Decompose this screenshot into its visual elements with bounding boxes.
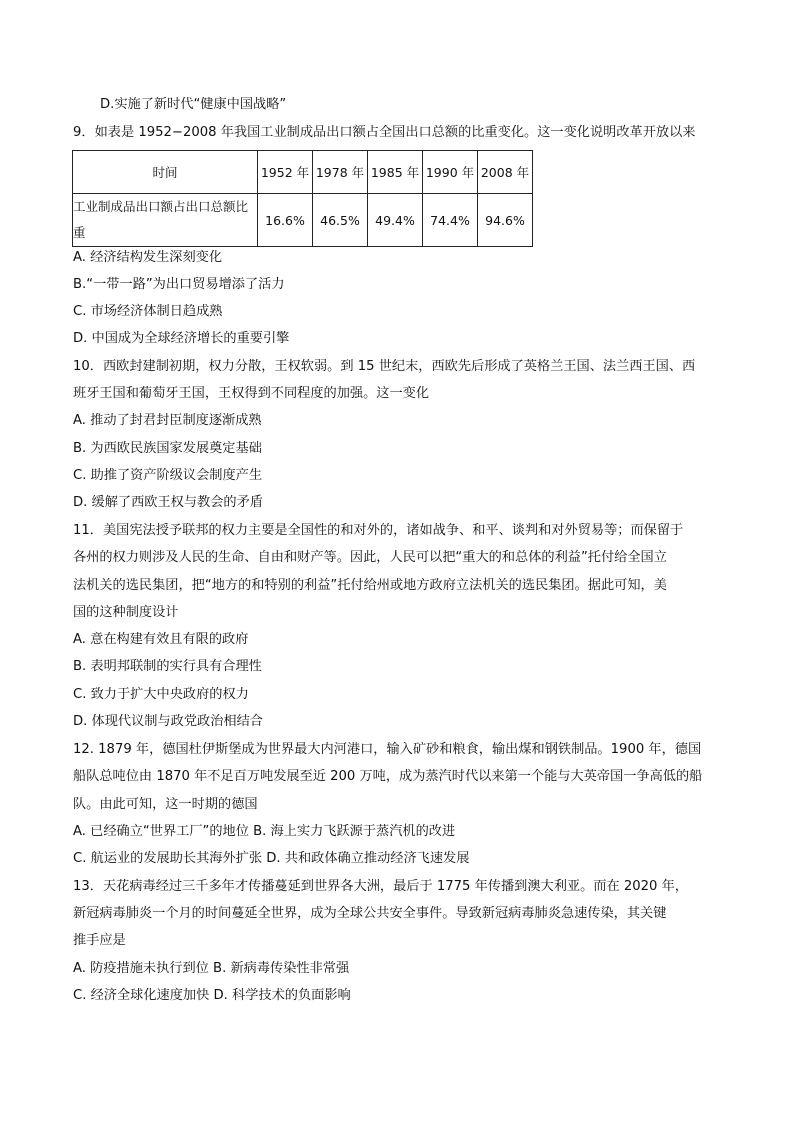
- table-year: 1952 年: [258, 151, 313, 194]
- table-year: 1990 年: [423, 151, 478, 194]
- q11-stem-line-3: 法机关的选民集团，把“地方的和特别的利益”托付给州或地方政府立法机关的选民集团。据此可知，美: [73, 578, 667, 593]
- q11-option-a: A. 意在构建有效且有限的政府: [73, 632, 249, 647]
- q10-option-d: D. 缓解了西欧王权与教会的矛盾: [73, 495, 263, 510]
- q10-option-c: C. 助推了资产阶级议会制度产生: [73, 468, 263, 483]
- q8-option-d: D.实施了新时代“健康中国战略”: [100, 97, 287, 112]
- q11-stem-line-1: 11．美国宪法授予联邦的权力主要是全国性的和对外的，诸如战争、和平、谈判和对外贸易等；而保留于: [73, 523, 684, 538]
- q13-stem-line-3: 推手应是: [73, 933, 126, 948]
- table-value: 16.6%: [258, 194, 313, 247]
- table-year: 1978 年: [313, 151, 368, 194]
- q12-stem-line-3: 队。由此可知，这一时期的德国: [73, 797, 258, 812]
- table-row-label: 工业制成品出口额占出口总额比重: [73, 194, 258, 247]
- q13-options-cd: C. 经济全球化速度加快 D. 科学技术的负面影响: [73, 988, 351, 1003]
- table-value: 46.5%: [313, 194, 368, 247]
- q12-options-cd: C. 航运业的发展助长其海外扩张 D. 共和政体确立推动经济飞速发展: [73, 851, 470, 866]
- q12-stem-line-1: 12. 1879 年，德国杜伊斯堡成为世界最大内河港口，输入矿砂和粮食，输出煤和钢铁制品。1900 年，德国: [73, 742, 702, 757]
- q9-option-a: A. 经济结构发生深刻变化: [73, 250, 223, 265]
- q13-stem-line-2: 新冠病毒肺炎一个月的时间蔓延全世界，成为全球公共安全事件。导致新冠病毒肺炎急速传染，其关键: [73, 906, 667, 921]
- table-value-row: [73, 194, 533, 247]
- q11-option-d: D. 体现代议制与政党政治相结合: [73, 714, 263, 729]
- q9-option-d: D. 中国成为全球经济增长的重要引擎: [73, 331, 290, 346]
- q9-option-b: B.“一带一路”为出口贸易增添了活力: [73, 277, 285, 292]
- q13-stem-line-1: 13．天花病毒经过三千多年才传播蔓延到世界各大洲，最后于 1775 年传播到澳大利亚。而在 2020 年，: [73, 879, 688, 894]
- q11-stem-line-2: 各州的权力则涉及人民的生命、自由和财产等。因此，人民可以把“重大的和总体的利益”托付给全国立: [73, 550, 667, 565]
- q10-stem-line-2: 班牙王国和葡萄牙王国，王权得到不同程度的加强。这一变化: [73, 386, 430, 401]
- q10-option-b: B. 为西欧民族国家发展奠定基础: [73, 441, 262, 456]
- table-year: 1985 年: [368, 151, 423, 194]
- q13-options-ab: A. 防疫措施未执行到位 B. 新病毒传染性非常强: [73, 961, 350, 976]
- q9-stem: 9．如表是 1952−2008 年我国工业制成品出口额占全国出口总额的比重变化。这一变化说明改革开放以来: [73, 125, 696, 140]
- export-ratio-table: [72, 150, 533, 247]
- table-value: 94.6%: [478, 194, 533, 247]
- q9-option-c: C. 市场经济体制日趋成熟: [73, 304, 223, 319]
- q11-option-b: B. 表明邦联制的实行具有合理性: [73, 659, 262, 674]
- q12-options-ab: A. 已经确立“世界工厂”的地位 B. 海上实力飞跃源于蒸汽机的改进: [73, 824, 456, 839]
- table-value: 74.4%: [423, 194, 478, 247]
- table-header-row: [73, 151, 533, 194]
- q10-option-a: A. 推动了封君封臣制度逐渐成熟: [73, 413, 262, 428]
- q10-stem-line-1: 10．西欧封建制初期，权力分散，王权软弱。到 15 世纪末，西欧先后形成了英格兰王国、法兰西王国、西: [73, 359, 696, 374]
- q11-option-c: C. 致力于扩大中央政府的权力: [73, 687, 249, 702]
- q12-stem-line-2: 船队总吨位由 1870 年不足百万吨发展至近 200 万吨，成为蒸汽时代以来第一个能与大英帝国一争高低的船: [73, 769, 703, 784]
- table-year: 2008 年: [478, 151, 533, 194]
- q11-stem-line-4: 国的这种制度设计: [73, 605, 179, 620]
- table-value: 49.4%: [368, 194, 423, 247]
- table-header-label: 时间: [73, 151, 258, 194]
